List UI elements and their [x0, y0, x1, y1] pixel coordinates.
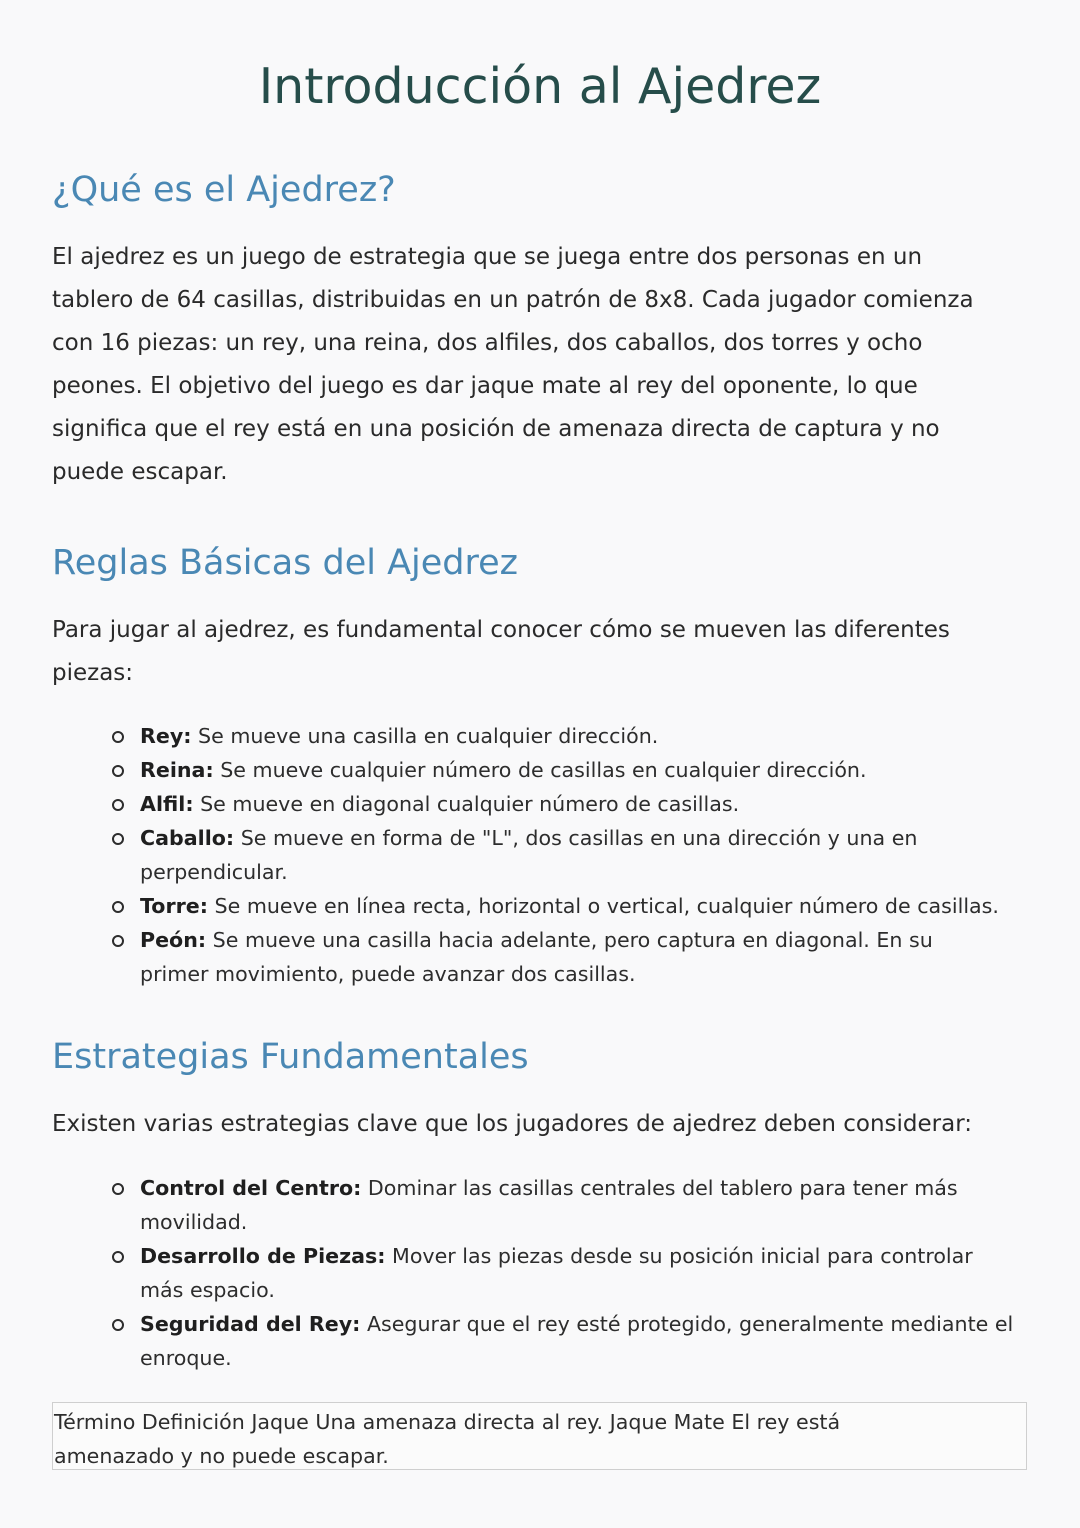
- piece-moves-list: [110, 719, 1040, 991]
- list-item-term: Control del Centro:: [140, 1176, 362, 1200]
- paragraph-line: significa que el rey está en una posición de amenaza directa de captura y no: [52, 416, 940, 442]
- paragraph-line: peones. El objetivo del juego es dar jaque mate al rey del oponente, lo que: [52, 373, 918, 399]
- list-item-text: Dominar las casillas centrales del tablero para tener más: [367, 1176, 958, 1200]
- list-item-text: más espacio.: [140, 1278, 275, 1302]
- definitions-table: [52, 1402, 1027, 1470]
- list-item-text: perpendicular.: [140, 860, 288, 884]
- list-item: [110, 753, 1040, 787]
- list-item-term: Rey:: [140, 724, 192, 748]
- section-heading-reglas: Reglas Básicas del Ajedrez: [52, 543, 519, 583]
- list-item-term: Desarrollo de Piezas:: [140, 1244, 386, 1268]
- list-item-term: Alfil:: [140, 792, 194, 816]
- list-item-term: Caballo:: [140, 826, 235, 850]
- list-item: [110, 889, 1040, 923]
- section-heading-que-es: ¿Qué es el Ajedrez?: [52, 170, 396, 210]
- table-line: Término Definición Jaque Una amenaza directa al rey. Jaque Mate El rey está: [54, 1410, 841, 1434]
- list-item-text: Se mueve en forma de "L", dos casillas en una dirección y una en: [240, 826, 918, 850]
- list-item: [110, 787, 1040, 821]
- section-paragraph-reglas: [52, 609, 1042, 695]
- list-item-text: primer movimiento, puede avanzar dos casillas.: [140, 962, 636, 986]
- section-paragraph-estrategias: [52, 1103, 1042, 1146]
- paragraph-line: piezas:: [52, 660, 134, 686]
- list-item-text: Se mueve una casilla en cualquier dirección.: [198, 724, 659, 748]
- list-item-text: Se mueve en diagonal cualquier número de casillas.: [200, 792, 740, 816]
- section-paragraph-que-es: [52, 236, 1042, 494]
- list-item-term: Seguridad del Rey:: [140, 1312, 361, 1336]
- list-item: [110, 1171, 1040, 1239]
- table-line: amenazado y no puede escapar.: [54, 1444, 389, 1468]
- list-item-text: enroque.: [140, 1346, 232, 1370]
- list-item: [110, 1239, 1040, 1307]
- list-item-term: Reina:: [140, 758, 214, 782]
- list-item-text: Se mueve cualquier número de casillas en cualquier dirección.: [220, 758, 867, 782]
- section-heading-estrategias: Estrategias Fundamentales: [52, 1037, 529, 1077]
- definitions-table-text: [54, 1405, 954, 1473]
- list-item-text: Asegurar que el rey esté protegido, generalmente mediante el: [366, 1312, 1014, 1336]
- paragraph-line: tablero de 64 casillas, distribuidas en un patrón de 8x8. Cada jugador comienza: [52, 287, 974, 313]
- paragraph-line: Para jugar al ajedrez, es fundamental conocer cómo se mueven las diferentes: [52, 617, 950, 643]
- list-item-text: Se mueve en línea recta, horizontal o vertical, cualquier número de casillas.: [214, 894, 999, 918]
- list-item-term: Torre:: [140, 894, 208, 918]
- list-item-text: Mover las piezas desde su posición inicial para controlar: [392, 1244, 973, 1268]
- strategies-list: [110, 1171, 1040, 1375]
- paragraph-line: puede escapar.: [52, 459, 228, 485]
- paragraph-line: Existen varias estrategias clave que los jugadores de ajedrez deben considerar:: [52, 1111, 973, 1137]
- list-item-term: Peón:: [140, 928, 207, 952]
- list-item: [110, 821, 1040, 889]
- list-item-text: movilidad.: [140, 1210, 248, 1234]
- paragraph-line: El ajedrez es un juego de estrategia que se juega entre dos personas en un: [52, 244, 923, 270]
- page-title: Introducción al Ajedrez: [258, 58, 822, 115]
- list-item: [110, 719, 1040, 753]
- list-item-text: Se mueve una casilla hacia adelante, pero captura en diagonal. En su: [212, 928, 933, 952]
- paragraph-line: con 16 piezas: un rey, una reina, dos alfiles, dos caballos, dos torres y ocho: [52, 330, 923, 356]
- list-item: [110, 923, 1040, 991]
- list-item: [110, 1307, 1040, 1375]
